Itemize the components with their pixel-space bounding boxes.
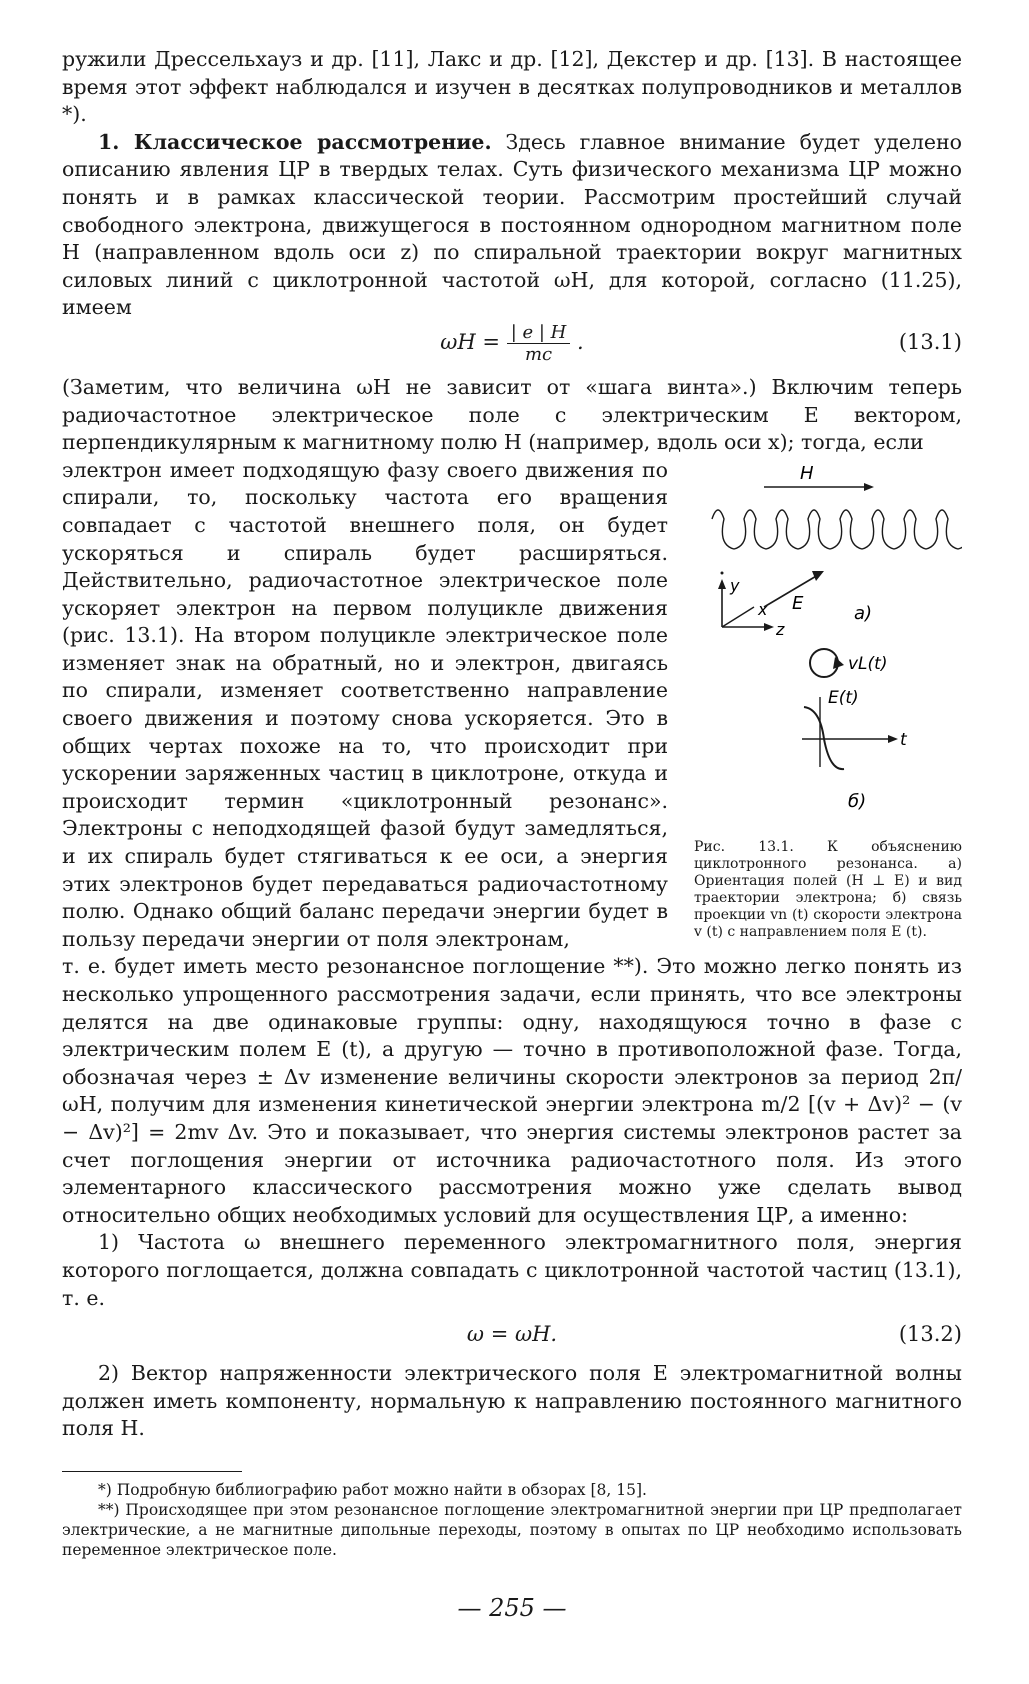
label-y: y (730, 575, 740, 595)
e-vector-line (764, 575, 818, 607)
equation-13-2 (62, 1312, 962, 1360)
equation-number-13-1: (13.1) (898, 329, 962, 354)
axis-x (722, 607, 754, 627)
helix-start-dot (721, 571, 724, 574)
e-t-curve (804, 707, 844, 769)
label-h: H (800, 462, 814, 484)
paragraph-classical-body: Здесь главное внимание будет уделено описанию явления ЦР в твердых телах. Суть физического механизма ЦР можно понять и в рамках классической теории. Рассмотрим простейший случай свободного электрона, движущегося в постоянном однородном магнитном поле H (направленном вдоль оси z) по спиральной траектории вокруг магнитных силовых линий с циклотронной частотой ωH, для которой, согласно (11.25), имеем (62, 129, 962, 320)
figure-13-1 (694, 457, 962, 954)
axis-z-head (764, 623, 774, 631)
helix-trajectory (712, 510, 962, 549)
rotation-circle (810, 649, 838, 677)
figure-13-1-drawing (694, 457, 962, 827)
paragraph-intro: ружили Дрессельхауз и др. [11], Лакс и др. [12], Декстер и др. [13]. В настоящее время этот эффект наблюдался и изучен в десятках полупроводников и металлов *). (62, 47, 962, 127)
paragraph-wrapped: электрон имеет подходящую фазу своего движения по спирали, то, поскольку частота его вращения совпадает с частотой внешнего поля, он будет ускоряться и спираль будет расширяться. Действительно, радиочастотное электрическое поле ускоряет электрон на первом полуцикле движения (рис. 13.1). На втором полуцикле электрическое поле изменяет знак на обратный, но и электрон, двигаясь по спирали, изменяет соответственно направление своего движения и поэтому снова ускоряется. Это в общих чертах похоже на то, что происходит при ускорении заряженных частиц в циклотроне, откуда и происходит термин «циклотронный резонанс». Электроны с неподходящей фазой будут замедляться, и их спираль будет стягиваться к ее оси, а энергия этих электронов будет передаваться радиочастотному полю. Однако общий баланс передачи энергии будет в пользу передачи энергии от поля электронам, (62, 457, 668, 951)
eq1-numerator: | e | H (507, 322, 571, 344)
paragraph-rf-field: (Заметим, что величина ωH не зависит от «шага винта».) Включим теперь радиочастотное электрическое поле с электрическим E вектором, перпендикулярным к магнитному полю H (например, вдоль оси x); тогда, если (62, 374, 962, 455)
label-a: a) (854, 602, 873, 624)
eq2-formula: ω = ωH. (466, 1322, 558, 1347)
page-body (62, 46, 962, 1622)
label-z: z (776, 619, 785, 639)
eq1-lhs: ωH = (440, 329, 500, 354)
figure-caption: Рис. 13.1. К объяснению циклотронного резонанса. а) Ориентация полей (H ⊥ E) и вид траектории электрона; б) связь проекции vn (t) скорости электрона v (t) с направлением поля E (t). (694, 838, 962, 940)
equation-number-13-2: (13.2) (898, 1322, 962, 1347)
eq1-tail: . (577, 329, 584, 354)
section-heading: 1. Классическое рассмотрение. (98, 129, 492, 154)
label-v: vL(t) (848, 653, 888, 674)
text-with-figure (62, 457, 962, 954)
e-vector-head (812, 571, 824, 581)
equation-13-1 (62, 322, 962, 374)
paragraph-classical (62, 129, 962, 322)
rotation-arrow (833, 657, 844, 669)
paragraph-continuation: т. е. будет иметь место резонансное поглощение **). Это можно легко понять из несколько упрощенного рассмотрения задачи, если принять, что все электроны делятся на две одинаковые группы: одну, находящуюся точно в фазе с электрическим полем E (t), а другую — точно в противоположной фазе. Тогда, обозначая через ± Δv изменение величины скорости электронов за период 2π/ωH, получим для изменения кинетической энергии электрона m/2 [(v + Δv)² − (v − Δv)²] = 2mv Δv. Это и показывает, что энергия системы электронов растет за счет поглощения энергии от источника радиочастотного поля. Из этого элементарного классического рассмотрения можно уже сделать вывод относительно общих необходимых условий для осуществления ЦР, а именно: (62, 954, 962, 1227)
footnote-2: **) Происходящее при этом резонансное поглощение электромагнитной энергии при ЦР предполагает электрические, а не магнитные дипольные переходы, поэтому в опытах по ЦР необходимо использовать переменное электрическое поле. (62, 1500, 962, 1559)
condition-1: 1) Частота ω внешнего переменного электромагнитного поля, энергия которого поглощается, должна совпадать с циклотронной частотой частиц (13.1), т. е. (62, 1230, 962, 1310)
footnote-1: *) Подробную библиографию работ можно найти в обзорах [8, 15]. (98, 1480, 647, 1499)
condition-2: 2) Вектор напряженности электрического поля E электромагнитной волны должен иметь компоненту, нормальную к направлению постоянного магнитного поля H. (62, 1361, 962, 1441)
label-b: б) (848, 790, 867, 812)
label-x: x (758, 599, 768, 619)
label-e: E (792, 592, 804, 614)
page-number: — 255 — (457, 1593, 567, 1622)
label-et: E(t) (828, 687, 859, 708)
axis-y-head (718, 579, 726, 589)
eq1-denominator: mc (524, 343, 553, 365)
label-t: t (900, 729, 907, 750)
footnote-divider (62, 1471, 242, 1472)
h-arrow-head (864, 483, 874, 491)
t-axis-head (888, 735, 898, 743)
eq1-fraction (507, 322, 571, 365)
